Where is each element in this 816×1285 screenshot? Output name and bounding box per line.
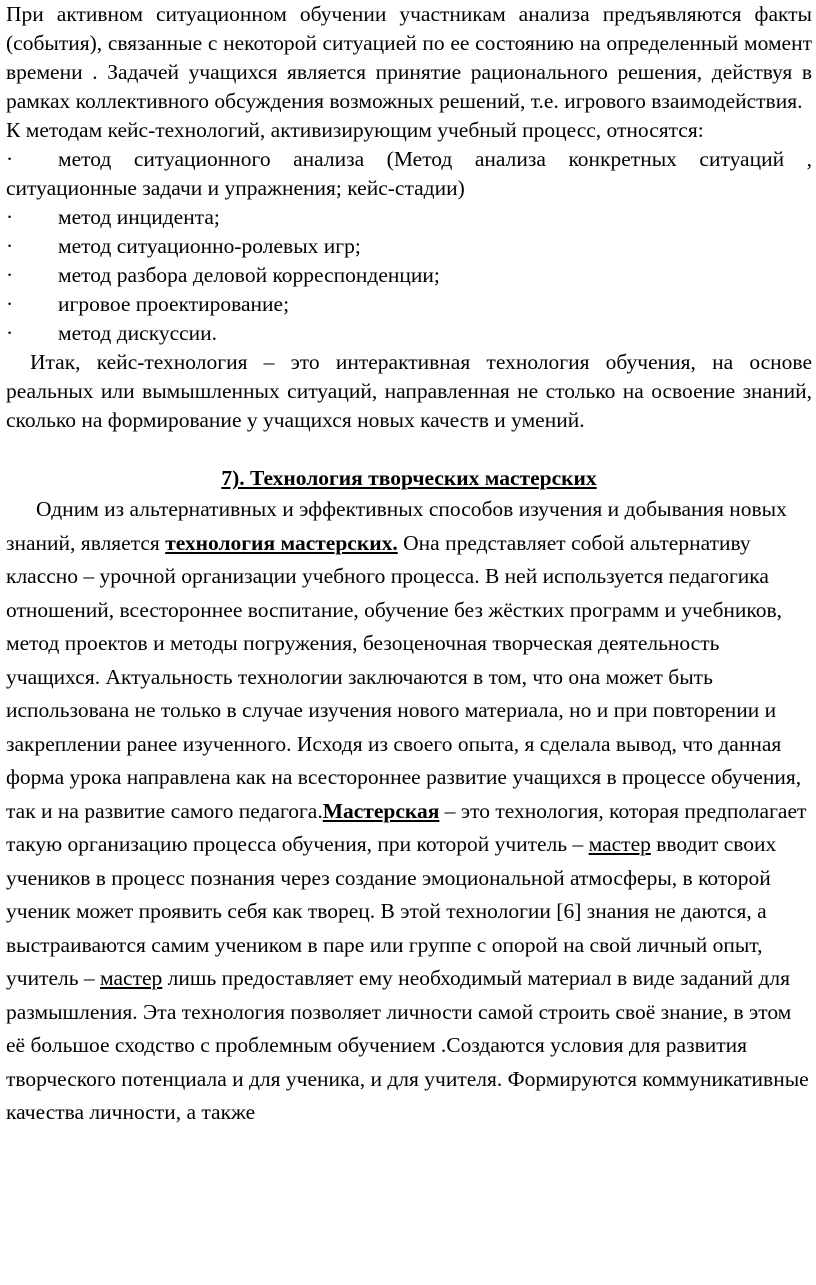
bullet-marker: · — [6, 292, 14, 316]
paragraph-situational-learning: При активном ситуационном обучении участникам анализа предъявляются факты (события), связанные с некоторой ситуацией по ее состоянию на определенный момент времени . Задачей учащихся является принятие рационального решения, действуя в рамках коллективного обсуждения возможных решений, т.е. игрового взаимодействия. — [6, 2, 812, 113]
list-item-text: игровое проектирование; — [58, 292, 290, 316]
list-item — [6, 145, 812, 203]
list-item-text: метод разбора деловой корреспонденции; — [58, 263, 440, 287]
bullet-marker: · — [6, 263, 14, 287]
term-workshop-technology: технология мастерских. — [165, 530, 398, 555]
list-item-text: метод ситуационно-ролевых игр; — [58, 234, 361, 258]
list-item — [6, 203, 812, 232]
text-run: вводит своих учеников в процесс познания через создание эмоциональной атмосферы, в которой ученик может проявить себя как творец. В этой технологии [6] знания не даются, а выстраиваются самим учеником в паре или группе с опорой на свой личный опыт, учитель – — [6, 832, 777, 990]
term-master: мастер — [588, 832, 651, 856]
paragraph-methods-intro: К методам кейс-технологий, активизирующим учебный процесс, относятся: — [6, 118, 704, 142]
workshop-section — [6, 493, 812, 1130]
list-item — [6, 319, 812, 348]
text-run: Одним из альтернативных и эффективных способов изучения и добывания новых знаний, является — [6, 497, 787, 555]
methods-list — [6, 145, 812, 348]
section-heading-workshops: 7). Технология творческих мастерских — [221, 466, 597, 490]
bullet-marker: · — [6, 147, 14, 171]
term-workshop: Мастерская — [322, 798, 440, 823]
paragraph-case-summary: Итак, кейс-технология – это интерактивная технология обучения, на основе реальных или вымышленных ситуаций, направленная не столько на освоение знаний, сколько на формирование у учащихся новых качеств и умений. — [6, 350, 812, 432]
bullet-marker: · — [6, 205, 14, 229]
list-item-text: метод инцидента; — [58, 205, 220, 229]
bullet-marker: · — [6, 234, 14, 258]
term-master: мастер — [100, 966, 163, 990]
list-item — [6, 290, 812, 319]
list-item-text: метод дискуссии. — [58, 321, 218, 345]
text-run: – это технология, которая предполагает такую организацию процесса обучения, при которой учитель – — [6, 798, 807, 856]
text-run: Она представляет собой альтернативу классно – урочной организации учебного процесса. В ней используется педагогика отношений, всестороннее воспитание, обучение без жёстких программ и учебников, метод проектов и методы погружения, безоценочная творческая деятельность учащихся. Актуальность технологии заключаются в том, что она может быть использована не только в случае изучения нового материала, но и при повторении и закреплении ранее изученного. Исходя из своего опыта, я сделала вывод, что данная форма урока направлена как на всестороннее развитие учащихся в процессе обучения, так и на развитие самого педагога. — [6, 530, 802, 823]
list-item — [6, 232, 812, 261]
list-item — [6, 261, 812, 290]
case-technology-section — [6, 0, 812, 435]
paragraph-workshop-technology — [6, 493, 812, 1130]
list-item-text: метод ситуационного анализа (Метод анализа конкретных ситуаций , ситуационные задачи и упражнения; кейс-стадии) — [6, 147, 812, 200]
text-run: лишь предоставляет ему необходимый материал в виде заданий для размышления. Эта технология позволяет личности самой строить своё знание, в этом её большое сходство с проблемным обучением .Создаются условия для развития творческого потенциала и для ученика, и для учителя. Формируются коммуникативные качества личности, а также — [6, 966, 809, 1124]
bullet-marker: · — [6, 321, 14, 345]
